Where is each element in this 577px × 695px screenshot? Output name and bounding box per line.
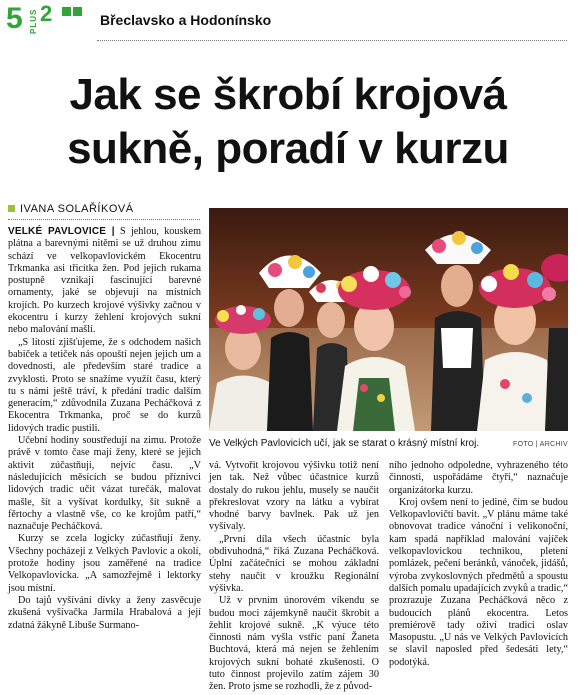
logo-number: 5: [6, 2, 23, 35]
paragraph: ního jednoho odpoledne, vyhrazeného této činnosti, uspořádáme čtyři,“ naznačuje organizátorka kurzu.: [389, 460, 568, 496]
byline-square-icon: [8, 205, 15, 212]
text-column-2: [209, 460, 379, 694]
paragraph: Kroj ovšem není to jediné, čím se budou Velkopavlovičtí bavit. „V plánu máme také obnovovat tradice vánoční i velikonoční, kam spadá například malování vajíček velkopavlovickou technikou, pletení pomlázek, pečení beránků, vánoček, jidášů, výroba zvykoslovných předmětů a spoustu dalších pomalu upadajících zvyků a tradic,“ prozrazuje Zuzana Pecháčková něco z budoucích plánů ekocentra. Letos premiérově tady oživí tradici oslav Masopustu. „U nás ve Velkých Pavlovicích se slavil naposled před šedesáti lety,“ podotýká.: [389, 496, 568, 668]
logo-square-icon: [62, 7, 71, 16]
paragraph: „S lítostí zjišťujeme, že s odchodem našich babiček a tetiček nás opouští nejen jejich um a dovednosti, ale především staré tradice a zvyklosti. Proto se snažíme využít času, který tu s námi ještě tráví, k předání tradic dalším generacím,“ zdůvodnila Zuzana Pecháčková z Ekocentra Trkmanka, proč se do kurzů lidových tradic pustili.: [8, 336, 201, 434]
dateline: VELKÉ PAVLOVICE |: [8, 226, 115, 237]
photo-credit: FOTO | ARCHIV: [513, 441, 568, 448]
masthead: [0, 0, 577, 42]
paragraph: Už v prvním únorovém víkendu se budou moci zájemkyně naučit škrobit a žehlit krojové sukně. „K výuce této činnosti nám vyšla vstříc paní Žaneta Buchtová, která má nejen se žehlením krojových sukní bohaté zkušenosti. O tuto činnost projevilo zatím zájem 30 žen. Proto jsme se rozhodli, že z původ-: [209, 595, 379, 693]
text-column-3: [389, 460, 568, 669]
byline: [8, 203, 134, 215]
article-headline: Jak se škrobí krojová sukně, poradí v kurzu: [67, 70, 509, 173]
logo-plus-text: PLUS: [29, 8, 38, 34]
paragraph: „První díla všech účastnic byla obdivuhodná,“ říká Zuzana Pecháčková. Úplní začátečníci se mohou základní stehy naučit v kroužku Regionální výšivka.: [209, 533, 379, 594]
paragraph: vá. Vytvořit krojovou výšivku totiž není jen tak. Než vůbec účastnice kurzů dostaly do rukou jehlu, musely se naučit překreslovat vzory na látku a vybírat vhodné barvy bavlnek. Pak už jen vyšívaly.: [209, 460, 379, 533]
lead-paragraph: VELKÉ PAVLOVICE | S jehlou, kouskem plátna a barevnými nitěmi se už druhou zimu schází ve velkopavlovickém Ekocentru Trkmanka asi třicítka žen. Pod jejich rukama postupně vznikají fascinující barevné ornamenty, jaké se objevují na místních krojích. Po kurzech krojové výšivky začnou v ekocentru i kurzy žehlení krojových sukní nebo malování mašlí.: [8, 226, 201, 336]
author-name: IVANA SOLAŘÍKOVÁ: [20, 203, 134, 215]
region-title: Břeclavsko a Hodonínsko: [100, 12, 272, 28]
paragraph: Do tajů vyšívání dívky a ženy zasvěcuje zkušená vyšívačka Jarmila Hrabalová a její zdatná žákyně Libuše Surmano-: [8, 594, 201, 631]
article-photo: [209, 208, 568, 431]
paragraph: Kurzy se zcela logicky zúčastňují ženy. Všechny pocházejí z Velkých Pavlovic a okolí, protože hodiny jsou zaměřené na tradice Velkopavlovicka. „A samozřejmě i lektorky jsou místní.: [8, 533, 201, 594]
logo-square-icon: [73, 7, 82, 16]
byline-divider: [8, 219, 200, 220]
photo-caption: Ve Velkých Pavlovicích učí, jak se starat o krásný místní kroj.: [209, 438, 480, 449]
header-divider: [97, 40, 567, 41]
logo-superscript: 2: [40, 1, 53, 26]
paragraph: Učební hodiny soustředují na zimu. Protože právě v tomto čase mají ženy, které se jejich aktivit zúčastňují, nejvíc času. „V následujících měsících se budou příznivci lidových tradic učit vázat turečák, malovat mašle, šít a vyšívat kordulky, šít sukně a fěrtochy a vlastně vše, co ke krojům patří,“ naznačuje Pecháčková.: [8, 435, 201, 533]
text-column-1: [8, 226, 201, 632]
folk-costume-photo-illustration: [209, 208, 568, 431]
